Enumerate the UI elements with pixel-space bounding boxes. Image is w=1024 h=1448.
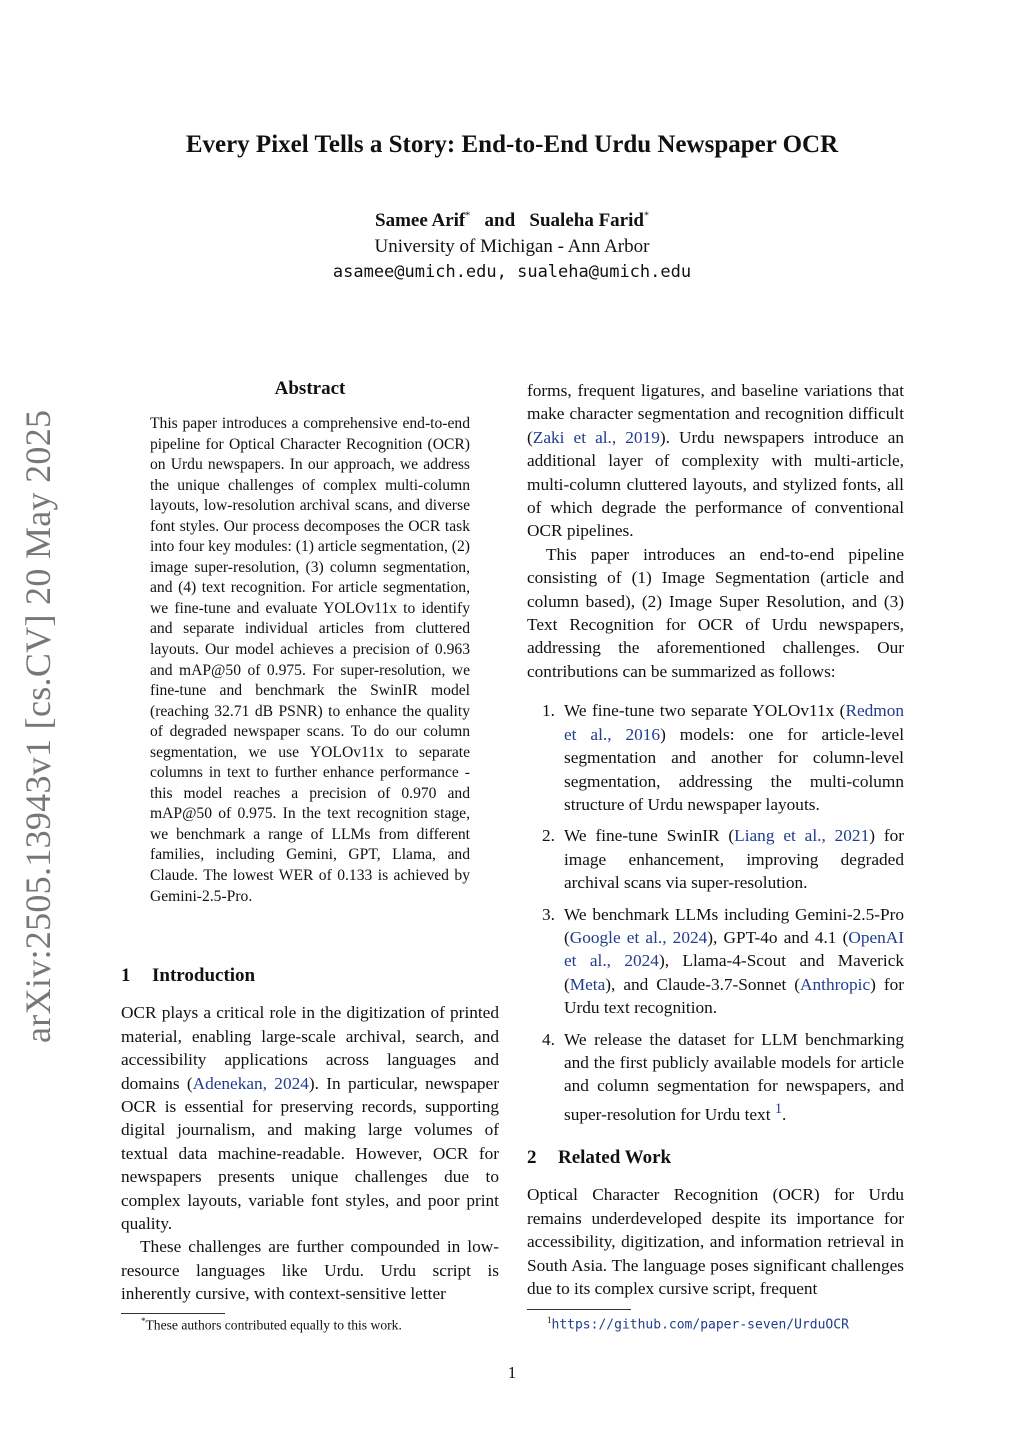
footnote-ref[interactable]: 1	[774, 1100, 783, 1117]
citation-link[interactable]: Zaki et al., 2019	[532, 427, 660, 447]
arxiv-stamp: arXiv:2505.13943v1 [cs.CV] 20 May 2025	[18, 409, 58, 1043]
affiliation: University of Michigan - Ann Arbor	[374, 236, 650, 257]
citation-link[interactable]: Google et al., 2024	[569, 927, 708, 947]
intro-paragraph-2: These challenges are further compounded in low-resource languages like Urdu. Urdu script is inherently cursive, with context-sensitive letter	[121, 1237, 499, 1304]
list-item: 1. We fine-tune two separate YOLOv11x (Redmon et al., 2016) models: one for article-level segmentation and another for column-level segmentation, addressing the multi-column structure of Urdu newspaper layouts.	[542, 701, 904, 814]
citation-link[interactable]: Anthropic	[800, 974, 871, 994]
footnote-rule-right	[527, 1309, 631, 1310]
citation-link[interactable]: Liang et al., 2021	[734, 826, 870, 846]
list-item: 2. We fine-tune SwinIR (Liang et al., 2021) for image enhancement, improving degraded archival scans via super-resolution.	[542, 826, 904, 893]
citation-link[interactable]: OpenAI et al., 2024	[564, 927, 905, 971]
list-item: 4. We release the dataset for LLM benchmarking and the first publicly available models for article and column segmentation for newspapers, and super-resolution for Urdu text $^1$.	[542, 1029, 904, 1124]
list-item: 3. We benchmark LLMs including Gemini-2.5-Pro (Google et al., 2024), GPT-4o and 4.1 (OpenAI et al., 2024), Llama-4-Scout and Maverick (Meta), and Claude-3.7-Sonnet (Anthropic) for Urdu text recognition.	[542, 904, 905, 1018]
intro-section	[121, 964, 499, 1306]
footnote-equal-contrib: *These authors contributed equally to this work.	[141, 1316, 402, 1333]
footnote-github: $^1$https://github.com/paper-seven/UrduOCR	[547, 1315, 849, 1333]
intro-paragraph-3: This paper introduces an end-to-end pipeline consisting of (1) Image Segmentation (article and column based), (2) Image Super Resolution, and (3) Text Recognition for OCR of Urdu newspapers, addressing the aforementioned challenges. Our contributions can be summarized as follows:	[527, 544, 904, 681]
paper-title: Every Pixel Tells a Story: End-to-End Urdu Newspaper OCR	[185, 131, 839, 158]
right-column	[527, 379, 904, 1300]
related-paragraph-1: Optical Character Recognition (OCR) for Urdu remains underdeveloped despite its importance for accessibility, digitization, and information retrieval in South Asia. The language poses significant challenges due to its complex cursive script, frequent	[527, 1185, 904, 1298]
abstract-heading: Abstract	[274, 378, 346, 399]
citation-link[interactable]: Adenekan, 2024	[192, 1073, 309, 1093]
intro-paragraph-2-tail: forms, frequent ligatures, and baseline variations that make character segmentation and recognition difficult (Zaki et al., 2019). Urdu newspapers introduce an additional layer of complexity with multi-article, multi-column cluttered layouts, and stylized fonts, all of which degrade the performance of conventional OCR pipelines.	[527, 381, 905, 541]
author-1: Samee Arif	[375, 210, 466, 231]
intro-paragraph-1: OCR plays a critical role in the digitization of printed material, enabling large-scale archival, search, and accessibility applications across languages and domains (Adenekan, 2024). In particular, newspaper OCR is essential for preserving records, supporting digital journalism, and making large volumes of textual data machine-readable. However, OCR for newspapers presents unique challenges due to complex layouts, variable font styles, and poor print quality.	[121, 1003, 499, 1234]
intro-heading: 1 Introduction	[121, 965, 256, 986]
related-heading: 2 Related Work	[527, 1146, 672, 1168]
contributions-list	[527, 699, 904, 1126]
page-number: 1	[507, 1363, 517, 1382]
citation-link[interactable]: Meta	[569, 974, 606, 994]
author-2: Sualeha Farid	[529, 210, 644, 231]
github-link[interactable]: https://github.com/paper-seven/UrduOCR	[551, 1317, 849, 1333]
footnote-rule-left	[121, 1313, 225, 1314]
abstract-text: This paper introduces a comprehensive end-to-end pipeline for Optical Character Recognition (OCR) on Urdu newspapers. In our approach, we address the unique challenges of complex multi-column layouts, low-resolution archival scans, and diverse font styles. Our process decomposes the OCR task into four key modules: (1) article segmentation, (2) image super-resolution, (3) column segmentation, and (4) text recognition. For article segmentation, we fine-tune and evaluate YOLOv11x to identify and separate individual articles from cluttered layouts. Our model achieves a precision of 0.963 and mAP@50 of 0.975. For super-resolution, we fine-tune and benchmark the SwinIR model (reaching 32.71 dB PSNR) to enhance the quality of degraded newspaper scans. To do our column segmentation, we use YOLOv11x to separate columns in text to further enhance performance - this model reaches a precision of 0.970 and mAP@50 of 0.975. In the text recognition stage, we benchmark a range of LLMs from different families, including Gemini, GPT, Llama, and Claude. The lowest WER of 0.133 is achieved by Gemini-2.5-Pro.	[150, 415, 470, 905]
citation-link[interactable]: Redmon et al., 2016	[564, 701, 904, 744]
author-connector: and	[484, 210, 516, 231]
author-line: Samee Arif* and Sualeha Farid*	[375, 210, 649, 231]
author-emails: asamee@umich.edu, sualeha@umich.edu	[332, 262, 692, 282]
